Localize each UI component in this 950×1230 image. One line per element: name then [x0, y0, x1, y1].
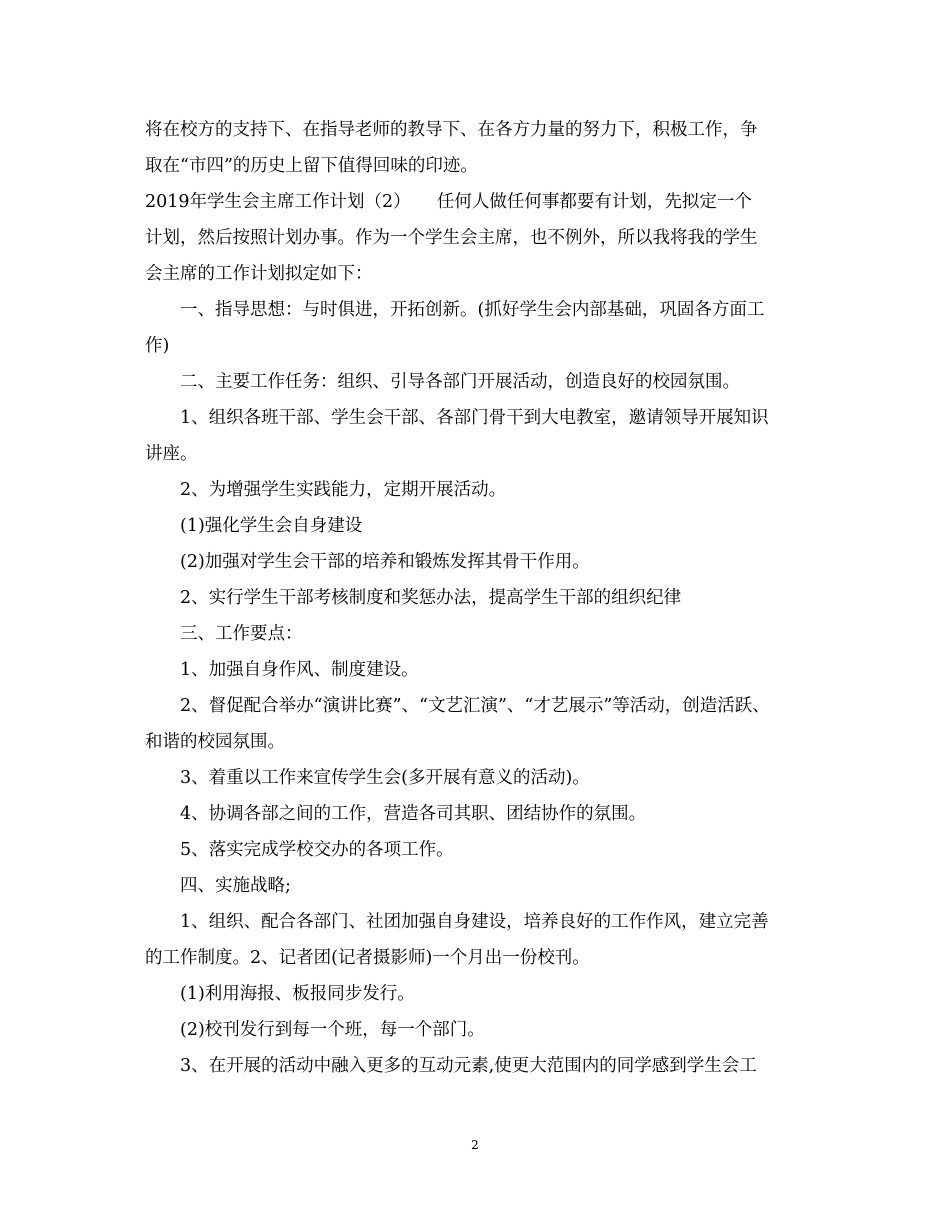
text-line: 的工作制度。2、记者团(记者摄影师)一个月出一份校刊。	[145, 948, 590, 968]
text-line: 会主席的工作计划拟定如下：	[145, 264, 373, 284]
text-line: 三、工作要点：	[180, 624, 303, 644]
text-line: 1、加强自身作风、制度建设。	[180, 660, 419, 680]
text-line: 2、督促配合举办“演讲比赛”、“文艺汇演”、“才艺展示”等活动，创造活跃、	[180, 696, 770, 716]
text-line: 3、在开展的活动中融入更多的互动元素,使更大范围内的同学感到学生会工	[180, 1056, 757, 1076]
text-line: 计划，然后按照计划办事。作为一个学生会主席，也不例外，所以我将我的学生	[145, 228, 758, 248]
text-line: 4、协调各部之间的工作，营造各司其职、团结协作的氛围。	[180, 804, 647, 824]
text-line: 1、组织各班干部、学生会干部、各部门骨干到大电教室，邀请领导开展知识	[180, 408, 769, 428]
text-line: 和谐的校园氛围。	[145, 732, 285, 752]
text-line: 四、实施战略;	[180, 876, 291, 896]
text-line: 5、落实完成学校交办的各项工作。	[180, 840, 454, 860]
text-line: 2、为增强学生实践能力，定期开展活动。	[180, 480, 507, 500]
text-line: 讲座。	[145, 444, 198, 464]
text-line: 将在校方的支持下、在指导老师的教导下、在各方力量的努力下，积极工作，争	[145, 120, 758, 140]
text-line: 2、实行学生干部考核制度和奖惩办法，提高学生干部的组织纪律	[180, 588, 682, 608]
document-body	[145, 112, 810, 1084]
text-line: 作)	[145, 336, 170, 356]
text-line: 一、指导思想：与时俱进，开拓创新。(抓好学生会内部基础，巩固各方面工	[180, 300, 765, 320]
text-line: (1)强化学生会自身建设	[180, 516, 363, 536]
text-line: 二、主要工作任务：组织、引导各部门开展活动，创造良好的校园氛围。	[180, 372, 740, 392]
text-line: 1、组织、配合各部门、社团加强自身建设，培养良好的工作作风，建立完善	[180, 912, 769, 932]
text-line: 2019年学生会主席工作计划（2） 任何人做任何事都要有计划，先拟定一个	[145, 192, 752, 212]
page-number: 2	[471, 1138, 479, 1152]
text-line: 3、着重以工作来宣传学生会(多开展有意义的活动)。	[180, 768, 590, 788]
text-line: (2)校刊发行到每一个班，每一个部门。	[180, 1020, 485, 1040]
text-line: 取在“市四”的历史上留下值得回味的印迹。	[145, 156, 478, 176]
text-line: (1)利用海报、板报同步发行。	[180, 984, 415, 1004]
text-line: (2)加强对学生会干部的培养和锻炼发挥其骨干作用。	[180, 552, 590, 572]
